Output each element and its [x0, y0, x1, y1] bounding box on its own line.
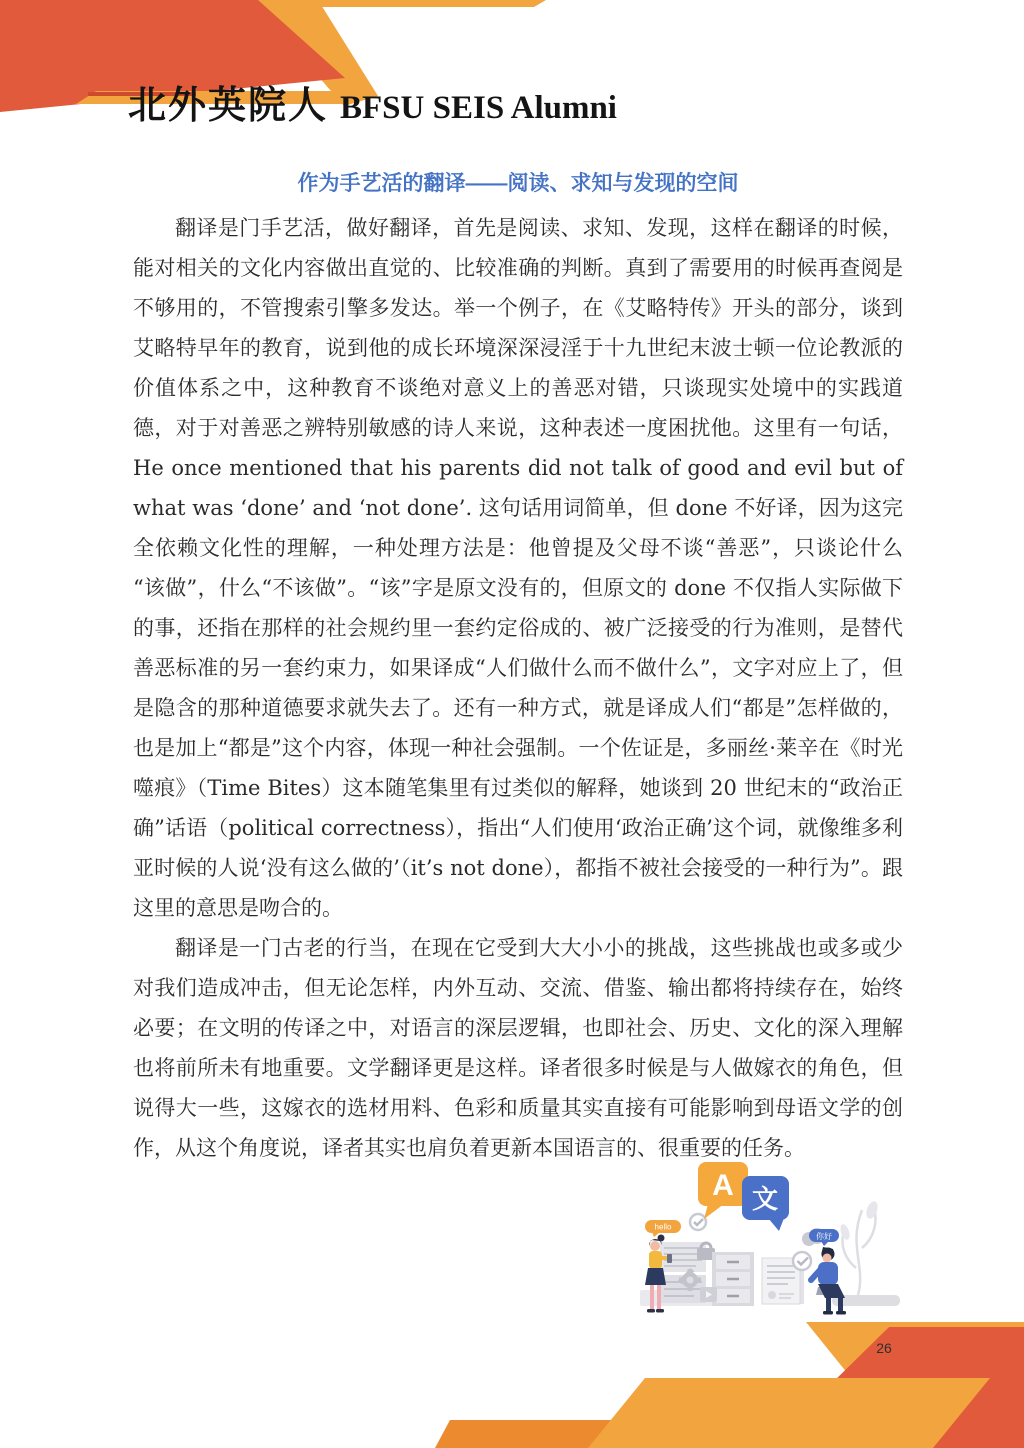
translation-illustration	[612, 1158, 942, 1333]
masthead-title-en: BFSU SEIS Alumni	[340, 90, 617, 126]
check-icon	[793, 1252, 811, 1270]
media-tile	[700, 1287, 717, 1302]
bottom-right-ribbon	[435, 1322, 1024, 1448]
article-body	[133, 208, 903, 1168]
page-number: 26	[876, 1340, 892, 1356]
nihao-tag	[802, 1228, 839, 1246]
latin-speech-bubble	[698, 1162, 748, 1219]
bubble-hanzi-char: 文	[751, 1184, 779, 1214]
masthead-title-zh: 北外英院人	[128, 85, 329, 127]
article-title: 作为手艺活的翻译——阅读、求知与发现的空间	[297, 172, 739, 195]
hello-tag-label: hello	[654, 1222, 672, 1232]
hello-tag	[645, 1220, 681, 1237]
nihao-tag-label: 你好	[816, 1232, 832, 1241]
plant-icon	[839, 1200, 880, 1295]
amber-top-bar	[286, 0, 546, 7]
amber-footer-parallelogram	[588, 1378, 990, 1448]
paragraph: 翻译是门手艺活，做好翻译，首先是阅读、求知、发现，这样在翻译的时候，能对相关的文化内容做出直觉的、比较准确的判断。真到了需要用的时候再查阅是不够用的，不管搜索引擎多发达。举一个例子，在《艾略特传》开头的部分，谈到艾略特早年的教育，说到他的成长环境深深浸淫于十九世纪末波士顿一位论教派的价值体系之中，这种教育不谈绝对意义上的善恶对错，只谈现实处境中的实践道德，对于对善恶之辨特别敏感的诗人来说，这种表述一度困扰他。这里有一句话，He once mentioned that his parents did not talk of good and evil but of what was ‘done’ and ‘not done’. 这句话用词简单，但 done 不好译，因为这完全依赖文化性的理解，一种处理方法是：他曾提及父母不谈“善恶”，只谈论什么 “该做”，什么“不该做”。“该”字是原文没有的，但原文的 done 不仅指人实际做下的事，还指在那样的社会规约里一套约定俗成的、被广泛接受的行为准则，是替代善恶标准的另一套约束力，如果译成“人们做什么而不做什么”，文字对应上了，但是隐含的那种道德要求就失去了。还有一种方式，就是译成人们“都是”怎样做的，也是加上“都是”这个内容，体现一种社会强制。一个佐证是，多丽丝·莱辛在《时光噬痕》（Time Bites）这本随笔集里有过类似的解释，她谈到 20 世纪末的“政治正确”话语（political correctness），指出“人们使用‘政治正确’这个词，就像维多利亚时候的人说‘没有这么做的’（it’s not done），都指不被社会接受的一种行为”。跟这里的意思是吻合的。	[133, 216, 903, 920]
bubble-latin-letter: A	[712, 1169, 734, 1202]
man-figure	[811, 1247, 846, 1315]
check-icon	[690, 1214, 706, 1230]
paragraph: 翻译是一门古老的行当，在现在它受到大大小小的挑战，这些挑战也或多或少对我们造成冲击，但无论怎样，内外互动、交流、借鉴、输出都将持续存在，始终必要；在文明的传译之中，对语言的深层逻辑，也即社会、历史、文化的深入理解也将前所未有地重要。文学翻译更是这样。译者很多时候是与人做嫁衣的角色，但说得大一些，这嫁衣的选材用料、色彩和质量其实直接有可能影响到母语文学的创作，从这个角度说，译者其实也肩负着更新本国语言的、很重要的任务。	[133, 936, 903, 1160]
masthead	[128, 74, 617, 129]
article	[133, 170, 903, 1168]
hanzi-speech-bubble	[742, 1176, 789, 1231]
drawer-cabinet	[712, 1252, 754, 1306]
